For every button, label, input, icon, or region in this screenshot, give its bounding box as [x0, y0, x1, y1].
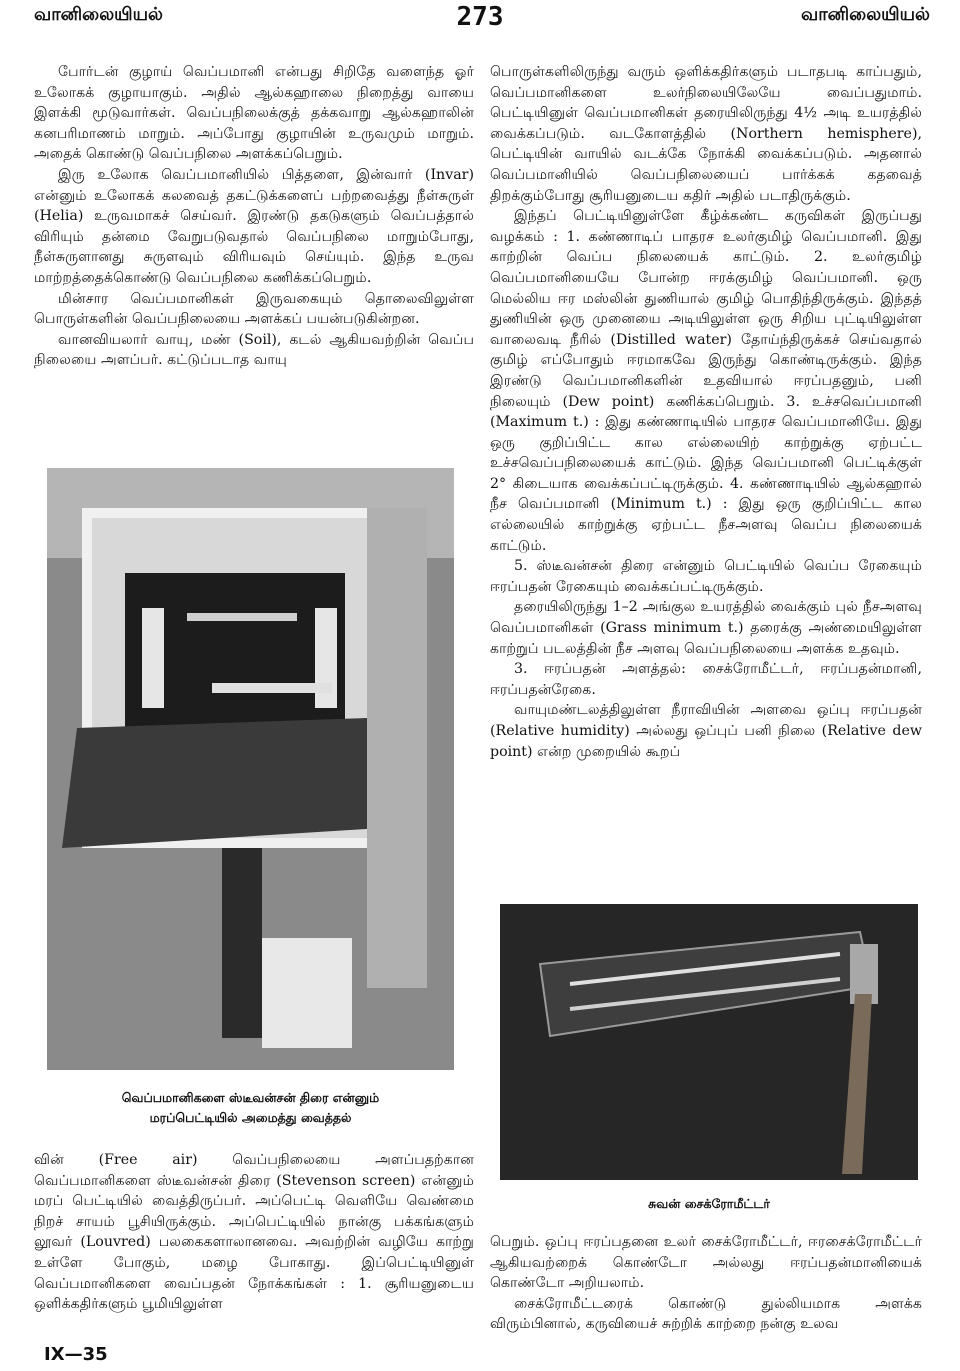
left-column-top [34, 62, 474, 371]
paragraph: பொருள்களிலிருந்து வரும் ஒளிக்கதிர்களும் படாதபடி காப்பதும், வெப்பமானிகளை உலர்நிலையிலேயே வைப்பதுமாம். பெட்டியினுள் வெப்பமானிகள் தரையிலிருந்து 4½ அடி உயரத்தில் வைக்கப்படும். வடகோளத்தில் (Northern hemisphere), பெட்டியின் வாயில் வடக்கே நோக்கி வைக்கப்படும். அதனால் வெப்பமானியில் வெப்பநிலையைப் பார்க்கக் கதவைத் திறக்கும்போது சூரியனுடைய கதிர் அதில் படாதிருக்கும். [490, 64, 922, 204]
sling-psychrometer-photo [500, 904, 918, 1180]
caption-line: மரப்பெட்டியில் அமைத்து வைத்தல் [149, 1110, 352, 1125]
paragraph: தரையிலிருந்து 1–2 அங்குல உயரத்தில் வைக்கும் புல் நீசஅளவு வெப்பமானிகள் (Grass minimum t.) தரைக்கு அண்மையிலுள்ள காற்றுப் படலத்தின் நீச அளவு வெப்பநிலையை அளக்க உதவும். [490, 599, 922, 657]
right-column-top [490, 62, 922, 762]
running-header-right: வானிலையியல் [801, 4, 930, 25]
page-number: 273 [456, 2, 504, 32]
paragraph: வானவியலார் வாயு, மண் (Soil), கடல் ஆகியவற்றின் வெப்ப நிலையை அளப்பர். கட்டுப்படாத வாயு [34, 331, 474, 369]
left-column-bottom [34, 1150, 474, 1315]
paragraph: சைக்ரோமீட்டரைக் கொண்டு துல்லியமாக அளக்க விரும்பினால், கருவியைச் சுற்றிக் காற்றை நன்கு உலவ [490, 1295, 922, 1333]
figure-caption: சுவன் சைக்ரோமீட்டர் [648, 1196, 770, 1211]
paragraph: 3. ஈரப்பதன் அளத்தல்: சைக்ரோமீட்டர், ஈரப்பதன்மானி, ஈரப்பதன்ரேகை. [490, 661, 922, 698]
paragraph: போர்டன் குழாய் வெப்பமானி என்பது சிறிதே வளைந்த ஓர் உலோகக் குழாயாகும். அதில் ஆல்கஹாலை நிறைத்து வாயை இளக்கி மூடுவார்கள். வெப்பநிலைக்குத் தக்கவாறு ஆல்கஹாலின் கனபரிமாணம் மாறும். அப்போது குழாயின் உருவமும் மாறும். அதைக் கொண்டு வெப்பநிலை அளக்கப்பெறும். [34, 64, 474, 163]
volume-signature: IX—35 [44, 1344, 108, 1365]
paragraph: மின்சார வெப்பமானிகள் இருவகையும் தொலைவிலுள்ள பொருள்களின் வெப்பநிலையை அளக்கப் பயன்படுகின்றன. [34, 290, 474, 328]
paragraph: 5. ஸ்டீவன்சன் திரை என்னும் பெட்டியில் வெப்ப ரேகையும் ஈரப்பதன் ரேகையும் வைக்கப்பட்டிருக்கும். [490, 558, 922, 595]
right-column-bottom [490, 1232, 922, 1335]
paragraph: பெறும். ஒப்பு ஈரப்பதனை உலர் சைக்ரோமீட்டர், ஈரசைக்ரோமீட்டர் ஆகியவற்றைக் கொண்டோ அல்லது ஈரப்பதன்மானியைக் கொண்டோ அறியலாம். [490, 1234, 922, 1292]
stevenson-screen-photo [47, 468, 454, 1070]
running-header-left: வானிலையியல் [34, 4, 163, 25]
paragraph: வாயுமண்டலத்திலுள்ள நீராவியின் அளவை ஒப்பு ஈரப்பதன் (Relative humidity) அல்லது ஒப்புப் பனி நிலை (Relative dew point) என்ற முறையில் கூறப் [490, 702, 922, 760]
paragraph: இந்தப் பெட்டியினுள்ளே கீழ்க்கண்ட கருவிகள் இருப்பது வழக்கம் : 1. கண்ணாடிப் பாதரச உலர்குமிழ் வெப்பமானி. இது காற்றின் வெப்ப நிலையைக் காட்டும். 2. உலர்குமிழ் வெப்பமானியையே போன்ற ஈரக்குமிழ் வெப்பமானி. ஒரு மெல்லிய ஈர மஸ்லின் துணியால் குமிழ் பொதிந்திருக்கும். இந்தத் துணியின் ஒரு முனையை அடியிலுள்ள ஒரு சிறிய புட்டியிலுள்ள வாலைவடி நீரில் (Distilled water) தோய்ந்திருக்கச் செய்வதால் குமிழ் எப்போதும் ஈரமாகவே இருந்து கொண்டிருக்கும். இந்த இரண்டு வெப்பமானிகளின் உதவியால் ஈரப்பதனும், பனி நிலையும் (Dew point) கணிக்கப்பெறும். 3. உச்சவெப்பமானி (Maximum t.) : இது கண்ணாடியில் பாதரச வெப்பமானியே. இது ஒரு குறிப்பிட்ட கால எல்லையிற் காற்றுக்கு ஏற்பட்ட உச்சவெப்பநிலையைக் காட்டும். இந்த வெப்பமானி பெட்டிக்குள் 2° கிடையாக வைக்கப்பட்டிருக்கும். 4. கண்ணாடியில் ஆல்கஹால் நீச வெப்பமானி (Minimum t.) : இது ஒரு குறிப்பிட்ட கால எல்லையில் காற்றுக்கு ஏற்பட்ட நீசஅளவு வெப்ப நிலையைக் காட்டும். [490, 208, 922, 554]
stevenson-screen-illustration [47, 468, 454, 1070]
paragraph: இரு உலோக வெப்பமானியில் பித்தளை, இன்வார் (Invar) என்னும் உலோகக் கலவைத் தகட்டுக்களைப் பற்றவைத்து நீள்சுருள் (Helia) உருவமாகச் செய்வர். இரண்டு தகடுகளும் வெப்பத்தால் விரியும் தன்மை வேறுபடுவதால் வெப்பநிலை மாறும்போது, நீள்சுருளானது சுருளவும் விரியவும் செய்யும். இந்த உருவ மாற்றத்தைக்கொண்டு வெப்பநிலை கணிக்கப்பெறும். [34, 166, 474, 286]
caption-line: வெப்பமானிகளை ஸ்டீவன்சன் திரை என்னும் [121, 1090, 380, 1105]
paragraph: வின் (Free air) வெப்பநிலையை அளப்பதற்கான வெப்பமானிகளை ஸ்டீவன்சன் திரை (Stevenson screen) என்னும் மரப் பெட்டியில் வைத்திருப்பர். அப்பெட்டி வெளியே வெண்மை நிறச் சாயம் பூசியிருக்கும். அப்பெட்டியில் நான்கு பக்கங்களும் லூவர் (Louvred) பலகைகளாலானவை. அவற்றின் வழியே காற்று உள்ளே போகும், மழை போகாது. இப்பெட்டியினுள் வெப்பமானிகளை வைப்பதன் நோக்கங்கள் : 1. சூரியனுடைய ஒளிக்கதிர்களும் பூமியிலுள்ள [34, 1152, 474, 1313]
figure-caption [47, 1088, 454, 1128]
sling-psychrometer-illustration [500, 904, 918, 1180]
